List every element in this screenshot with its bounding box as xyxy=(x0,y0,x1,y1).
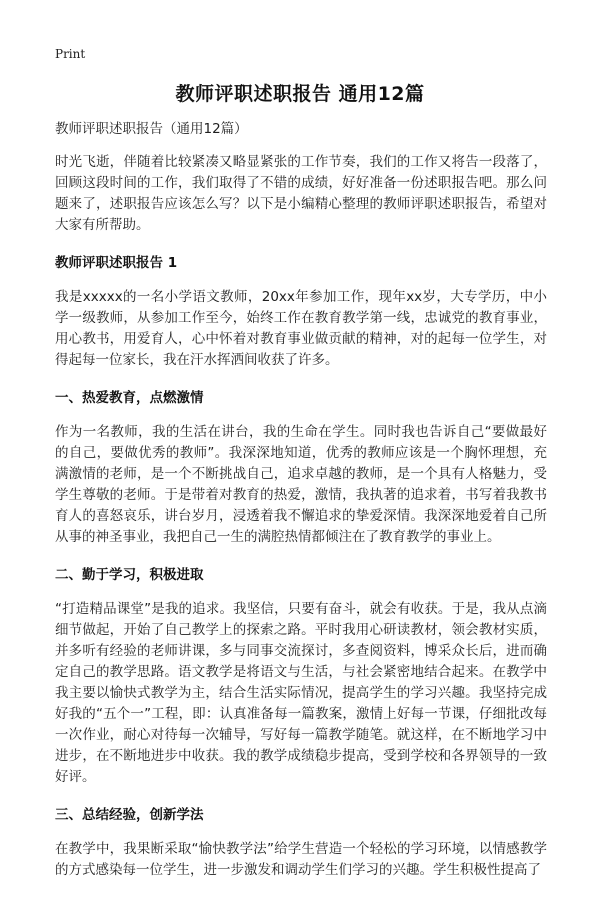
document-subtitle: 教师评职述职报告（通用12篇） xyxy=(55,121,248,137)
heading-2: 二、勤于学习，积极进取 xyxy=(55,567,204,583)
paragraph-1: 我是xxxxx的一名小学语文教师，20xx年参加工作，现年xx岁，大专学历，中小学一级教师，从参加工作至今，始终工作在教育教学第一线，忠诚党的教育事业，用心教书，用爱育人，心中怀着对教育事业做贡献的精神，对的起每一位学生，对得起每一位家长，我在汗水挥洒间收获了许多。 xyxy=(55,289,547,368)
paragraph-4: 在教学中，我果断采取“愉快教学法”给学生营造一个轻松的学习环境，以情感教学的方式感染每一位学生，进一步激发和调动学生们学习的兴趣。学生积极性提高了 xyxy=(55,841,547,878)
section-title: 教师评职述职报告 1 xyxy=(55,255,178,271)
heading-3: 三、总结经验，创新学法 xyxy=(55,807,204,823)
heading-1: 一、热爱教育，点燃激情 xyxy=(55,390,204,406)
document-title: 教师评职述职报告 通用12篇 xyxy=(175,83,425,105)
paragraph-2: 作为一名教师，我的生活在讲台，我的生命在学生。同时我也告诉自己“要做最好的自己，要做优秀的教师”。我深深地知道，优秀的教师应该是一个胸怀理想，充满激情的老师，是一个不断挑战自己，追求卓越的教师，是一个具有人格魅力，受学生尊敬的老师。于是带着对教育的热爱，激情，我执著的追求着，书写着我教书育人的喜怒哀乐，讲台岁月，浸透着我不懈追求的挚爱深情。我深深地爱着自己所从事的神圣事业，我把自己一生的满腔热情都倾注在了教育教学的事业上。 xyxy=(55,424,547,545)
print-link[interactable]: Print xyxy=(55,47,86,61)
document-body xyxy=(55,119,547,898)
intro-paragraph: 时光飞逝，伴随着比较紧凑又略显紧张的工作节奏，我们的工作又将告一段落了，回顾这段时间的工作，我们取得了不错的成绩，好好准备一份述职报告吧。那么问题来了，述职报告应该怎么写？以下是小编精心整理的教师评职述职报告，希望对大家有所帮助。 xyxy=(55,154,547,233)
paragraph-3: “打造精品课堂”是我的追求。我坚信，只要有奋斗，就会有收获。于是，我从点滴细节做起，开始了自己教学上的探索之路。平时我用心研读教材，领会教材实质，并多听有经验的老师讲课，多与同事交流探讨，多查阅资料，博采众长后，进而确定自己的教学思路。语文教学是将语文与生活，与社会紧密地结合起来。在教学中我主要以愉快式教学为主，结合生活实际情况，提高学生的学习兴趣。我坚持完成好我的“五个一”工程，即：认真准备每一篇教案，激情上好每一节课，仔细批改每一次作业，耐心对待每一次辅导，写好每一篇教学随笔。就这样，在不断地学习中进步，在不断地进步中收获。我的教学成绩稳步提高，受到学校和各界领导的一致好评。 xyxy=(55,601,547,785)
